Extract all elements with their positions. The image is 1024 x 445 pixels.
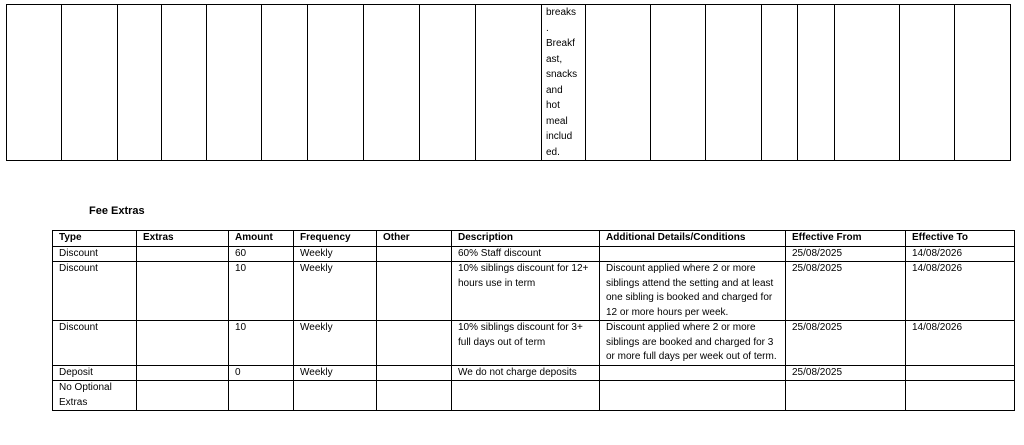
table-cell — [420, 5, 476, 161]
cell-other — [377, 262, 452, 321]
cell-extras — [137, 381, 229, 411]
cell-effective-to — [906, 365, 1015, 381]
table-cell — [706, 5, 762, 161]
column-header-amount: Amount — [229, 231, 294, 247]
cell-line: . — [546, 22, 549, 34]
column-header-type: Type — [53, 231, 137, 247]
table-cell — [308, 5, 364, 161]
table-cell — [762, 5, 798, 161]
table-cell — [798, 5, 835, 161]
table-row — [53, 246, 1015, 262]
table-cell — [262, 5, 308, 161]
cell-effective-from: 25/08/2025 — [786, 246, 906, 262]
cell-effective-from: 25/08/2025 — [786, 321, 906, 366]
table-cell — [651, 5, 706, 161]
cell-other — [377, 381, 452, 411]
cell-line: ed. — [546, 146, 560, 158]
cell-additional-details: Discount applied where 2 or more siblings attend the setting and at least one sibling is booked and charged for 12 or more hours per week. — [600, 262, 786, 321]
section-heading: Fee Extras — [89, 205, 145, 217]
header-row — [53, 231, 1015, 247]
cell-other — [377, 365, 452, 381]
column-header-frequency: Frequency — [294, 231, 377, 247]
table-row — [53, 365, 1015, 381]
meal-info-cell — [542, 5, 586, 161]
cell-frequency — [294, 381, 377, 411]
cell-type: No Optional Extras — [53, 381, 137, 411]
cell-other — [377, 246, 452, 262]
cell-effective-from — [786, 381, 906, 411]
cell-type: Deposit — [53, 365, 137, 381]
table-cell — [586, 5, 651, 161]
cell-amount: 60 — [229, 246, 294, 262]
cell-additional-details — [600, 246, 786, 262]
cell-effective-to — [906, 381, 1015, 411]
cell-line: hot — [546, 100, 560, 111]
cell-effective-to: 14/08/2026 — [906, 262, 1015, 321]
cell-type: Discount — [53, 321, 137, 366]
previous-table-fragment — [6, 4, 1011, 161]
cell-effective-from: 25/08/2025 — [786, 365, 906, 381]
cell-amount: 10 — [229, 262, 294, 321]
table-row — [7, 5, 1011, 161]
fee-extras-table — [52, 230, 1015, 411]
table-cell — [7, 5, 62, 161]
cell-description: 10% siblings discount for 3+ full days out of term — [452, 321, 600, 366]
cell-description: 10% siblings discount for 12+ hours use in term — [452, 262, 600, 321]
cell-amount: 0 — [229, 365, 294, 381]
cell-amount: 10 — [229, 321, 294, 366]
cell-description: 60% Staff discount — [452, 246, 600, 262]
cell-additional-details: Discount applied where 2 or more siblings are booked and charged for 3 or more full days per week out of term. — [600, 321, 786, 366]
cell-effective-from: 25/08/2025 — [786, 262, 906, 321]
cell-description: We do not charge deposits — [452, 365, 600, 381]
cell-frequency: Weekly — [294, 365, 377, 381]
table-row — [53, 262, 1015, 321]
cell-frequency: Weekly — [294, 321, 377, 366]
column-header-additional-details: Additional Details/Conditions — [600, 231, 786, 247]
table-row — [53, 321, 1015, 366]
table-cell — [118, 5, 162, 161]
cell-frequency: Weekly — [294, 246, 377, 262]
cell-line: snacks — [546, 69, 578, 80]
cell-extras — [137, 321, 229, 366]
column-header-effective-from: Effective From — [786, 231, 906, 247]
table-row — [53, 381, 1015, 411]
table-cell — [207, 5, 262, 161]
column-header-effective-to: Effective To — [906, 231, 1015, 247]
cell-line: breaks — [546, 7, 577, 18]
cell-line: and — [546, 84, 563, 96]
column-header-extras: Extras — [137, 231, 229, 247]
cell-extras — [137, 246, 229, 262]
cell-line: ast, — [546, 53, 563, 65]
cell-additional-details — [600, 381, 786, 411]
cell-description — [452, 381, 600, 411]
cell-type: Discount — [53, 246, 137, 262]
table-cell — [900, 5, 955, 161]
table-cell — [162, 5, 207, 161]
cell-extras — [137, 262, 229, 321]
cell-amount — [229, 381, 294, 411]
cell-additional-details — [600, 365, 786, 381]
table-cell — [835, 5, 900, 161]
cell-extras — [137, 365, 229, 381]
cell-line: Breakf — [546, 38, 575, 49]
table-cell — [955, 5, 1011, 161]
cell-type: Discount — [53, 262, 137, 321]
table-cell — [62, 5, 118, 161]
cell-effective-to: 14/08/2026 — [906, 321, 1015, 366]
table-cell — [476, 5, 542, 161]
cell-effective-to: 14/08/2026 — [906, 246, 1015, 262]
table-cell — [364, 5, 420, 161]
cell-frequency: Weekly — [294, 262, 377, 321]
cell-other — [377, 321, 452, 366]
cell-line: meal — [546, 115, 568, 127]
column-header-other: Other — [377, 231, 452, 247]
column-header-description: Description — [452, 231, 600, 247]
cell-line: includ — [546, 131, 573, 142]
